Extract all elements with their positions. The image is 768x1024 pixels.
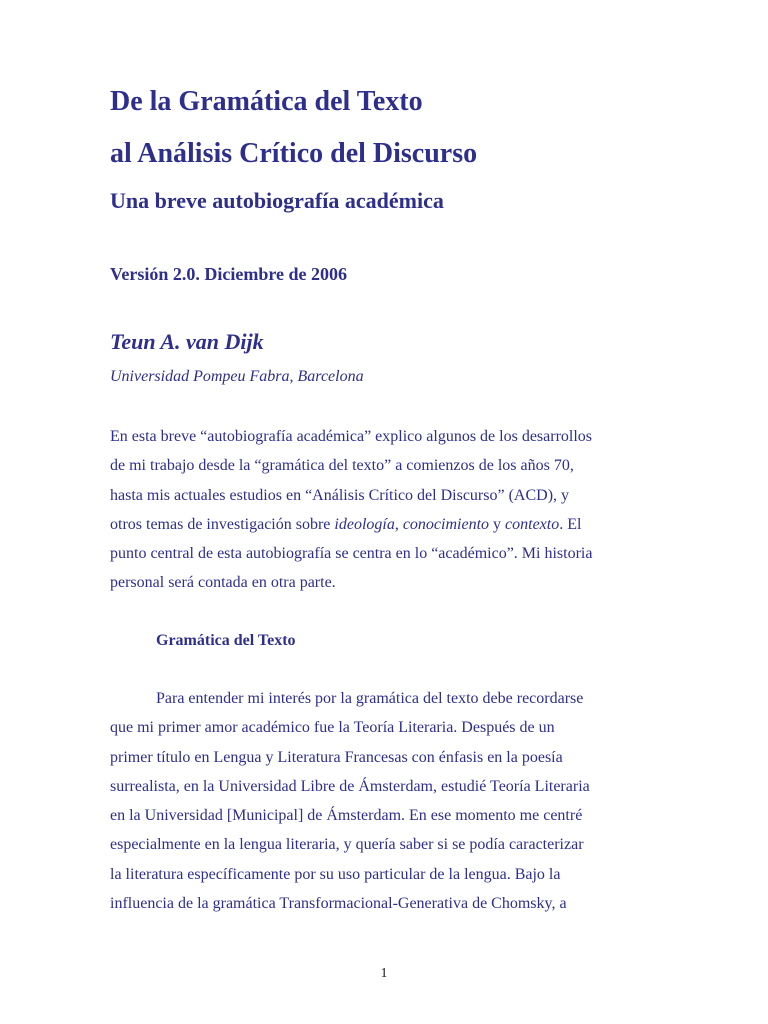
abstract-line: de mi trabajo desde la “gramática del texto” a comienzos de los años 70, (110, 457, 574, 475)
document-subtitle: Una breve autobiografía académica (110, 188, 444, 213)
page-number: 1 (380, 966, 388, 981)
document-page (110, 0, 670, 1024)
body-line: en la Universidad [Municipal] de Ámsterdam. En ese momento me centré (110, 807, 583, 825)
abstract-line (110, 510, 670, 539)
body-line: Para entender mi interés por la gramática del texto debe recordarse (156, 690, 584, 707)
author-name: Teun A. van Dijk (110, 329, 264, 354)
body-line: la literatura específicamente por su uso particular de la lengua. Bajo la (110, 865, 561, 883)
version-line: Versión 2.0. Diciembre de 2006 (110, 264, 347, 284)
document-title-line-2: al Análisis Crítico del Discurso (110, 138, 478, 169)
body-line: especialmente en la lengua literaria, y quería saber si se podía caracterizar (110, 836, 584, 854)
abstract-line: En esta breve “autobiografía académica” explico algunos de los desarrollos (110, 428, 593, 445)
abstract-separator: , (394, 515, 403, 533)
abstract-text: otros temas de investigación sobre (110, 515, 335, 533)
author-affiliation: Universidad Pompeu Fabra, Barcelona (110, 368, 364, 385)
italic-term-conocimiento: conocimiento (402, 515, 490, 533)
abstract-line: personal será contada en otra parte. (110, 574, 336, 592)
body-line: surrealista, en la Universidad Libre de Ámsterdam, estudié Teoría Literaria (110, 777, 590, 795)
abstract-paragraph (110, 422, 670, 598)
abstract-line: punto central de esta autobiografía se centra en lo “académico”. Mi historia (110, 545, 593, 563)
document-title-line-1: De la Gramática del Texto (110, 86, 423, 117)
italic-term-contexto: contexto (505, 515, 560, 533)
abstract-text: . El (559, 515, 582, 533)
section-heading: Gramática del Texto (156, 632, 296, 649)
italic-term-ideologia: ideología (334, 515, 395, 533)
body-line: influencia de la gramática Transformacional-Generativa de Chomsky, a (110, 895, 567, 913)
body-line: primer título en Lengua y Literatura Francesas con énfasis en la poesía (110, 748, 563, 766)
body-line: que mi primer amor académico fue la Teoría Literaria. Después de un (110, 719, 555, 737)
abstract-line: hasta mis actuales estudios en “Análisis Crítico del Discurso” (ACD), y (110, 486, 570, 504)
abstract-separator: y (489, 515, 506, 533)
body-paragraph (110, 684, 670, 918)
